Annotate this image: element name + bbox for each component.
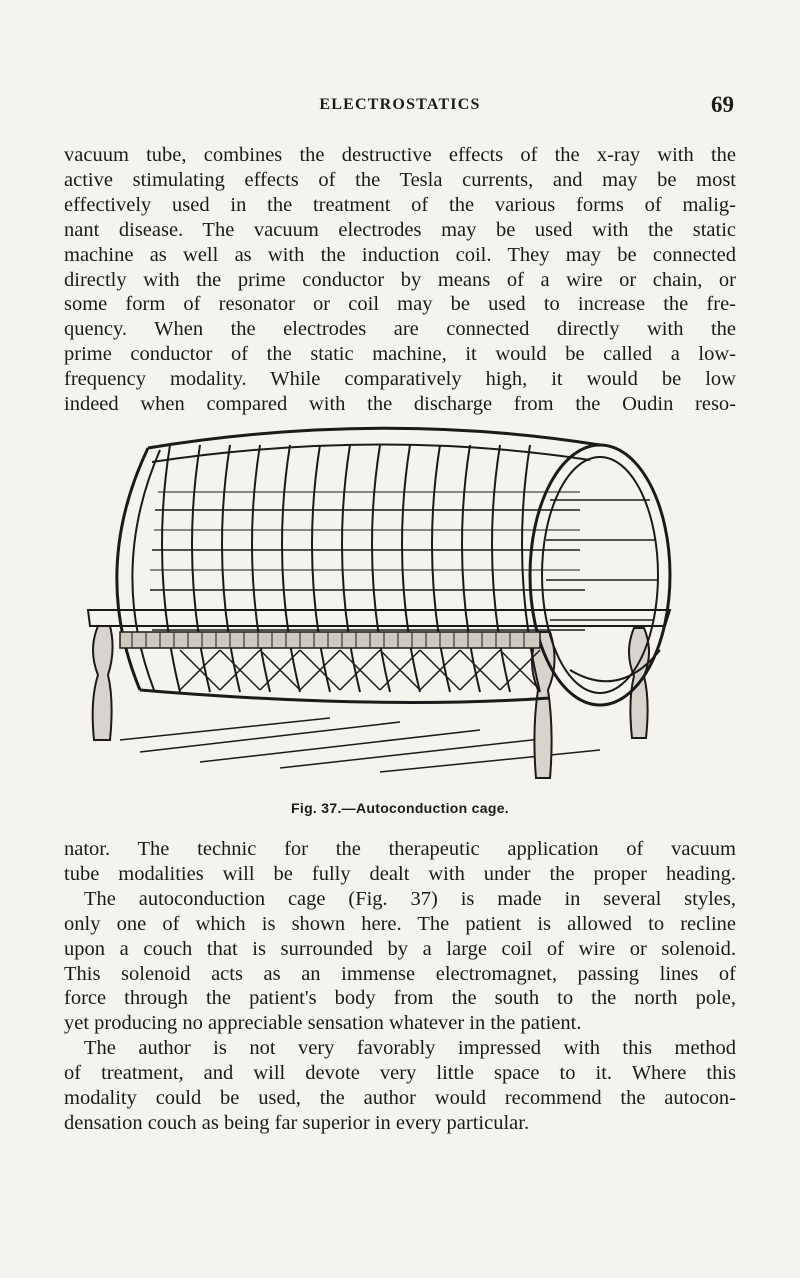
text-line: quency. When the electrodes are connected directly with the	[64, 318, 736, 341]
text-line: upon a couch that is surrounded by a large coil of wire or solenoid.	[64, 937, 736, 960]
text-line: nator. The technic for the therapeutic application of vacuum	[64, 838, 736, 860]
text-line: of treatment, and will devote very little space to it. Where this	[64, 1061, 736, 1084]
text-line: frequency modality. While comparatively high, it would be low	[64, 368, 736, 391]
text-line: active stimulating effects of the Tesla currents, and may be most	[64, 168, 736, 191]
paragraph-bottom	[64, 837, 736, 1036]
text-line: modality could be used, the author would recommend the autocon-	[64, 1086, 736, 1109]
text-line: nant disease. The vacuum electrodes may be used with the static	[64, 218, 736, 241]
paragraph-top	[64, 143, 736, 417]
figure-autoconduction-cage	[80, 400, 680, 790]
text-line: some form of resonator or coil may be used to increase the fre-	[64, 293, 736, 316]
text-line: vacuum tube, combines the destructive effects of the x-ray with the	[64, 144, 736, 166]
text-line: effectively used in the treatment of the various forms of malig-	[64, 193, 736, 216]
running-title: ELECTROSTATICS	[319, 96, 481, 113]
paragraph-last	[64, 1036, 736, 1136]
text-line: prime conductor of the static machine, it would be called a low-	[64, 343, 736, 366]
text-line: The autoconduction cage (Fig. 37) is made in several styles,	[84, 887, 736, 910]
text-line: tube modalities will be fully dealt with under the proper heading.	[64, 862, 736, 885]
text-line: only one of which is shown here. The patient is allowed to recline	[64, 912, 736, 935]
text-line: machine as well as with the induction coil. They may be connected	[64, 243, 736, 266]
running-head	[64, 92, 736, 122]
text-line: force through the patient's body from the south to the north pole,	[64, 987, 736, 1010]
page-number: 69	[711, 92, 734, 117]
text-line: This solenoid acts as an immense electromagnet, passing lines of	[64, 962, 736, 985]
text-line: The author is not very favorably impressed with this method	[84, 1037, 736, 1059]
figure-caption: Fig. 37.—Autoconduction cage.	[291, 800, 509, 816]
text-line: indeed when compared with the discharge from the Oudin reso-	[64, 393, 736, 416]
text-line: yet producing no appreciable sensation whatever in the patient.	[64, 1012, 582, 1035]
text-line: directly with the prime conductor by means of a wire or chain, or	[64, 268, 736, 291]
text-line: densation couch as being far superior in every particular.	[64, 1111, 530, 1134]
autoconduction-cage-illustration	[80, 400, 680, 790]
